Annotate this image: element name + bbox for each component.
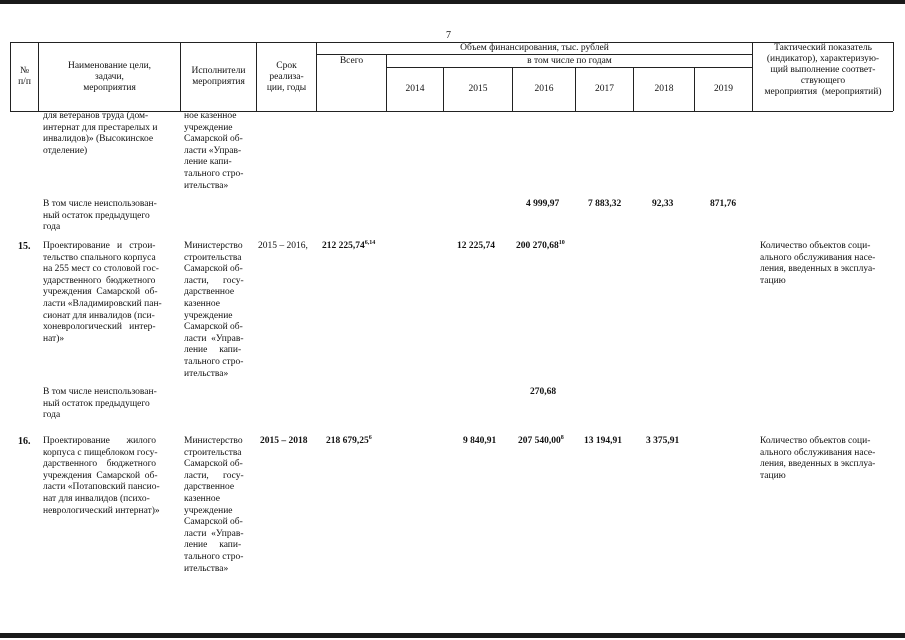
cell-2018: 3 375,91 xyxy=(646,436,680,446)
row-name: В том числе неиспользован- ный остаток предыдущего года xyxy=(43,199,157,233)
row-executor: Министерство строительства Самарской об- ласти, госу- дарственное казенное учреждение Самарской об- ласти «Управ- ление капи- тального стро- ительства» xyxy=(184,241,244,379)
cell-2016-footnote: 8 xyxy=(560,434,564,441)
cell-total-value: 212 225,74 xyxy=(322,241,365,251)
header-funding: Объем финансирования, тыс. рублей xyxy=(460,43,609,53)
top-border xyxy=(0,0,905,4)
cell-total-footnote: 6,14 xyxy=(364,239,376,246)
header-year-2018: 2018 xyxy=(654,84,674,94)
cell-total-value: 218 679,25 xyxy=(326,436,369,446)
row-executor: ное казенное учреждение Самарской об- ласти «Управ- ление капи- тального стро- ительства» xyxy=(184,111,244,191)
header-term: Срок реализа- ции, годы xyxy=(266,61,307,93)
cell-term: 2015 – 2018 xyxy=(260,436,308,446)
cell-2018: 92,33 xyxy=(652,199,674,209)
cell-2015: 12 225,74 xyxy=(457,241,495,251)
cell-2016-footnote: 10 xyxy=(558,239,565,246)
cell-2016-value: 207 540,00 xyxy=(518,436,561,446)
header-name: Наименование цели, задачи, мероприятия xyxy=(67,61,152,93)
header-year-2014: 2014 xyxy=(405,84,425,94)
row-name: для ветеранов труда (дом- интернат для престарелых и инвалидов)» (Высокинское отделение) xyxy=(43,111,158,156)
header-year-2016: 2016 xyxy=(534,84,554,94)
cell-2019: 871,76 xyxy=(710,199,737,209)
header-num: № п/п xyxy=(18,66,31,87)
cell-2016 xyxy=(516,241,565,251)
cell-2017: 7 883,32 xyxy=(588,199,622,209)
bottom-border xyxy=(0,633,905,638)
header-year-2017: 2017 xyxy=(595,84,614,94)
cell-2016-value: 200 270,68 xyxy=(516,241,559,251)
row-name: Проектирование и строи- тельство спального корпуса на 255 мест со столовой гос- ударственного бюджетного учреждения Самарской об- ласти «Владимировский пан- сионат для инвалидов (пси- хоневрологический интер- нат)» xyxy=(43,241,162,344)
cell-total xyxy=(322,241,375,251)
header-year-2015: 2015 xyxy=(468,84,488,94)
header-executor: Исполнители мероприятия xyxy=(191,66,246,87)
cell-total xyxy=(326,436,372,446)
cell-term: 2015 – 2016, xyxy=(258,241,308,251)
row-name: В том числе неиспользован- ный остаток предыдущего года xyxy=(43,387,157,421)
cell-2016: 4 999,97 xyxy=(526,199,560,209)
row-number: 15. xyxy=(18,241,31,252)
cell-2016 xyxy=(518,436,564,446)
row-indicator: Количество объектов соци- ального обслуживания насе- ления, введенных в эксплуа- тацию xyxy=(760,241,876,286)
cell-2015: 9 840,91 xyxy=(463,436,497,446)
row-indicator: Количество объектов соци- ального обслуживания насе- ления, введенных в эксплуа- тацию xyxy=(760,436,876,481)
header-total: Всего xyxy=(339,56,364,66)
header-year-2019: 2019 xyxy=(714,84,733,94)
header-by-year: в том числе по годам xyxy=(527,56,612,66)
cell-2016: 270,68 xyxy=(530,387,557,397)
cell-2017: 13 194,91 xyxy=(584,436,622,446)
row-executor: Министерство строительства Самарской об- ласти, госу- дарственное казенное учреждение Самарской об- ласти «Управ- ление капи- тального стро- ительства» xyxy=(184,436,244,574)
row-name: Проектирование жилого корпуса с пищеблоком госу- дарственного бюджетного учреждения Самарской об- ласти «Потаповский пансио- нат для инвалидов (психо- неврологический интернат)» xyxy=(43,436,160,516)
header-indicator: Тактический показатель (индикатор), характеризую- щий выполнение соответ- ствующего мероприятия (мероприятий) xyxy=(764,43,882,97)
cell-total-footnote: 6 xyxy=(368,434,372,441)
page-number: 7 xyxy=(446,30,451,41)
row-number: 16. xyxy=(18,436,31,447)
